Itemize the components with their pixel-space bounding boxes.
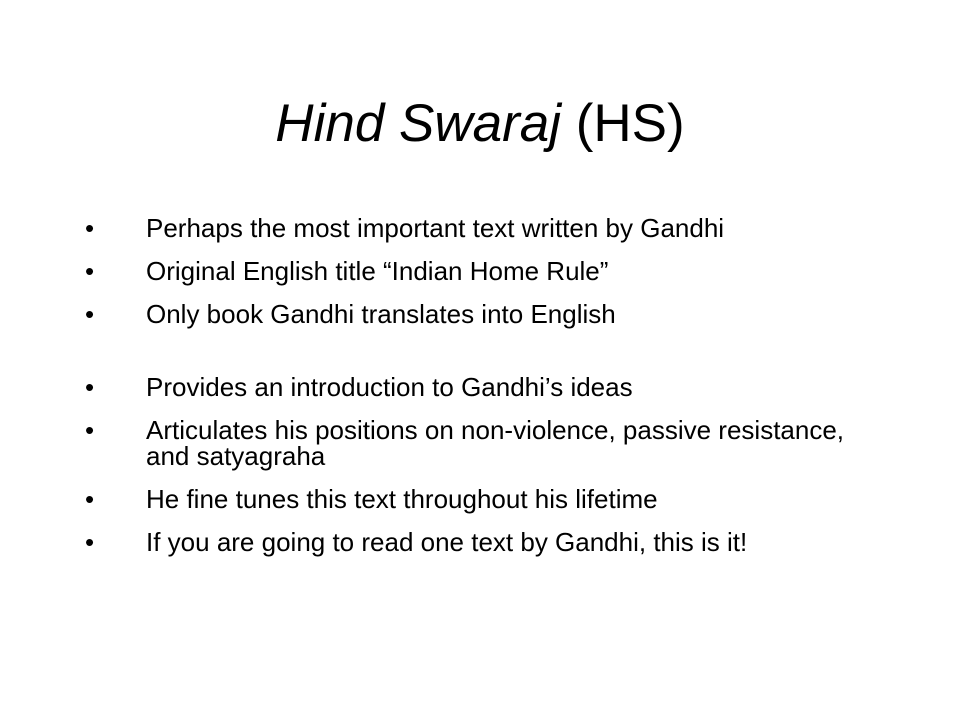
bullet-dot: • bbox=[85, 484, 95, 514]
bullet-dot: • bbox=[85, 527, 95, 557]
bullet-dot: • bbox=[85, 213, 95, 243]
bullet-text: Perhaps the most important text written by Gandhi bbox=[146, 213, 725, 243]
bullet-text: Original English title “Indian Home Rule” bbox=[146, 256, 609, 286]
bullet-text: Only book Gandhi translates into English bbox=[146, 299, 616, 329]
bullet-dot: • bbox=[85, 256, 95, 286]
bullet-dot: • bbox=[85, 415, 95, 445]
slide-title-italic: Hind Swaraj bbox=[275, 94, 562, 153]
bullet-text: Provides an introduction to Gandhi’s ideas bbox=[146, 372, 633, 402]
bullet-text: If you are going to read one text by Gandhi, this is it! bbox=[146, 527, 748, 557]
bullet-text: Articulates his positions on non-violence, passive resistance, and satyagraha bbox=[146, 415, 845, 471]
bullet-dot: • bbox=[85, 299, 95, 329]
bullet-text: He fine tunes this text throughout his lifetime bbox=[146, 484, 658, 514]
slide-title-suffix: (HS) bbox=[561, 94, 685, 153]
bullet-dot: • bbox=[85, 372, 95, 402]
